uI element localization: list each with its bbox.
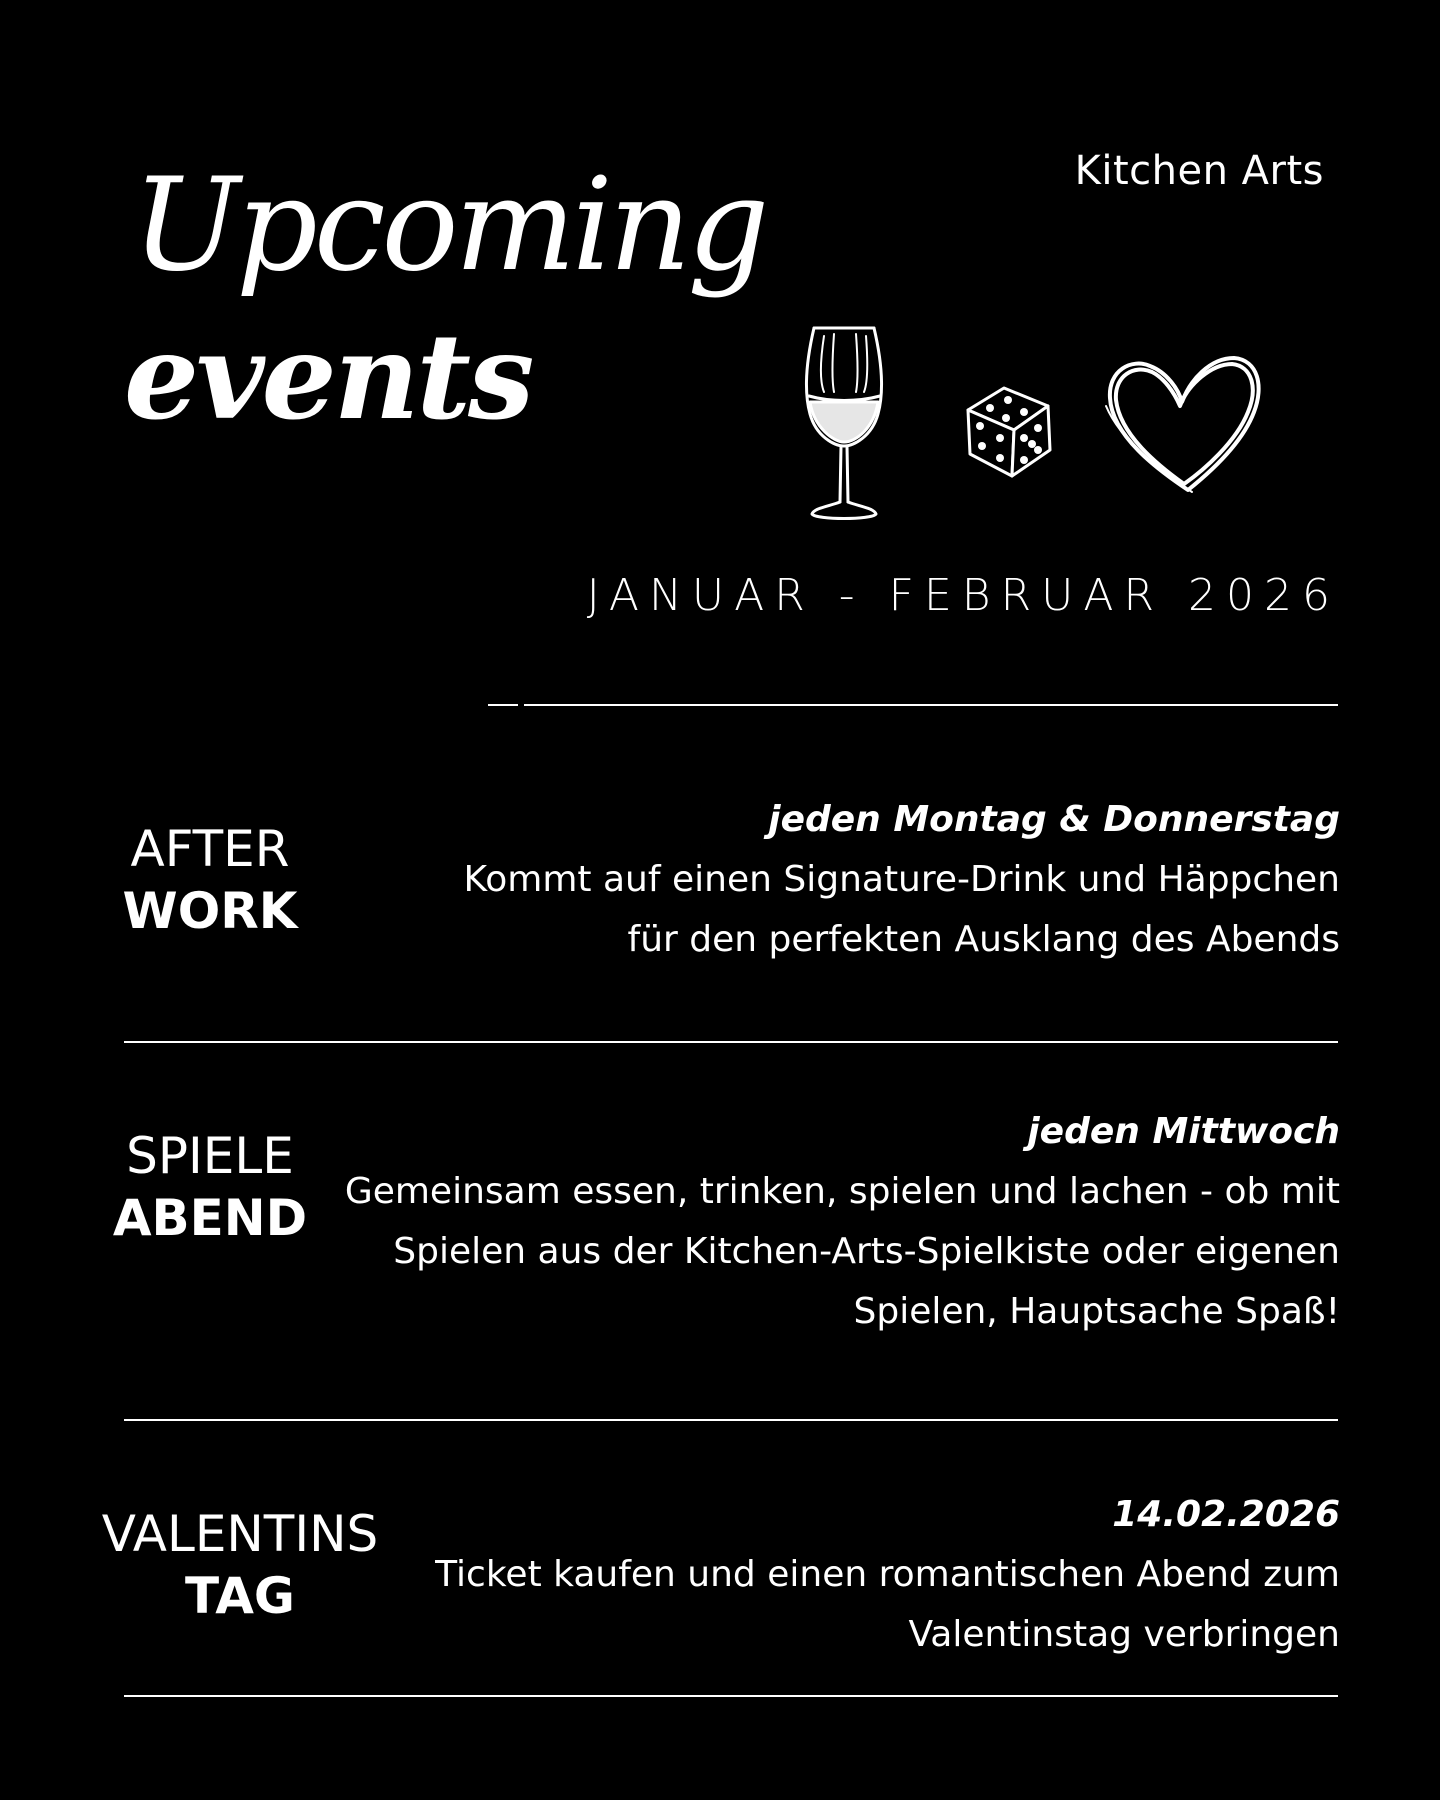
event-schedule: jeden Montag & Donnerstag xyxy=(768,799,1340,840)
divider-top xyxy=(524,704,1338,706)
event-label-line-2: WORK xyxy=(122,882,298,940)
event-label-line-1: AFTER xyxy=(130,820,290,878)
event-description-line: für den perfekten Ausklang des Abends xyxy=(627,919,1340,960)
dice-icon xyxy=(960,380,1060,480)
divider-top-short xyxy=(488,704,518,706)
brand-name: Kitchen Arts xyxy=(1074,148,1324,194)
event-schedule: jeden Mittwoch xyxy=(1027,1111,1340,1152)
divider xyxy=(124,1041,1338,1043)
event-description-line: Spielen, Hauptsache Spaß! xyxy=(853,1291,1340,1332)
event-description-line: Valentinstag verbringen xyxy=(908,1614,1340,1655)
divider xyxy=(124,1695,1338,1697)
event-details-after-work xyxy=(440,790,1340,970)
event-label-line-2: TAG xyxy=(185,1567,295,1625)
event-details-valentinstag xyxy=(390,1485,1340,1665)
event-label-line-1: SPIELE xyxy=(126,1127,294,1185)
heart-icon xyxy=(1098,350,1268,500)
event-description-line: Spielen aus der Kitchen-Arts-Spielkiste oder eigenen xyxy=(393,1231,1340,1272)
page-title-line-1: Upcoming xyxy=(132,151,766,300)
event-description-line: Ticket kaufen und einen romantischen Abend zum xyxy=(435,1554,1340,1595)
event-date: 14.02.2026 xyxy=(1112,1494,1340,1535)
event-label-line-2: ABEND xyxy=(112,1189,308,1247)
wine-glass-icon xyxy=(800,322,888,522)
page-title-line-2: events xyxy=(124,307,532,446)
date-range: JANUAR - FEBRUAR 2026 xyxy=(586,570,1340,621)
event-details-spieleabend xyxy=(340,1102,1340,1342)
event-label-spieleabend xyxy=(110,1125,310,1249)
event-description-line: Kommt auf einen Signature-Drink und Häppchen xyxy=(463,859,1340,900)
event-label-valentinstag xyxy=(100,1503,380,1627)
divider xyxy=(124,1419,1338,1421)
event-label-after-work xyxy=(110,818,310,942)
event-label-line-1: VALENTINS xyxy=(101,1505,379,1563)
event-description-line: Gemeinsam essen, trinken, spielen und lachen - ob mit xyxy=(344,1171,1340,1212)
